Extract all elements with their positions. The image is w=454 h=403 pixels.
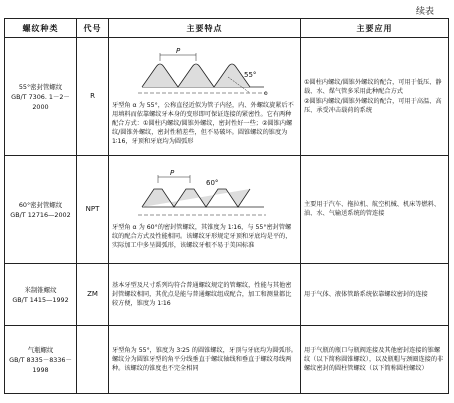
features-text: 牙型角 α 为 60°的密封管螺纹，其锥度为 1∶16，与 55°密封管螺纹的配合方式及性能相同。该螺纹牙形规定牙顶和牙底均是平的，实际加工中多呈圆弧形，该螺纹牙根不易于美国标准 bbox=[112, 224, 292, 249]
thread-code bbox=[77, 326, 109, 394]
thread-name-cell bbox=[5, 156, 77, 264]
table-row bbox=[5, 264, 449, 326]
thread-profile-diagram bbox=[112, 169, 297, 221]
table-row bbox=[5, 38, 449, 156]
thread-code: ZM bbox=[77, 264, 109, 326]
continued-label: 续表 bbox=[415, 7, 434, 17]
thread-name-line: 55°密封管螺纹 bbox=[18, 82, 63, 91]
thread-standard-line: GB/T 7306. 1－2－ bbox=[11, 92, 70, 101]
app-item: 用于气瓶的瓶口与瓶阀连接及其他密封连接的锥螺纹（以下简称圆锥螺纹），以及瓶帽与颈圈连接的非螺纹密封的圆柱管螺纹（以下简称圆柱螺纹） bbox=[304, 346, 444, 372]
table-row bbox=[5, 326, 449, 394]
features-cell bbox=[109, 156, 301, 264]
thread-name-line: 气瓶螺纹 bbox=[27, 345, 54, 354]
thread-name-line: 米制锥螺纹 bbox=[24, 285, 57, 294]
header-code: 代号 bbox=[77, 19, 109, 38]
thread-code: NPT bbox=[77, 156, 109, 264]
thread-profile-svg bbox=[132, 169, 272, 221]
thread-name-line: 60°密封管螺纹 bbox=[18, 200, 63, 209]
thread-standard-line: GB/T 12716—2002 bbox=[10, 210, 71, 219]
header-features: 主要特点 bbox=[109, 19, 301, 38]
features-cell bbox=[109, 38, 301, 156]
thread-standard-year: 1998 bbox=[32, 365, 49, 374]
thread-name-cell bbox=[5, 264, 77, 326]
thread-table bbox=[4, 18, 449, 394]
apps-cell bbox=[301, 326, 449, 394]
apps-cell bbox=[301, 156, 449, 264]
thread-name-cell bbox=[5, 326, 77, 394]
features-text: 牙型角 α 为 55°，公称直径近似为管子内径，内、外螺纹旋紧后不用填料而依靠螺纹牙本身的变形即可保证连接的紧密性。它有两种配合方式：①圆柱内螺纹/圆锥外螺纹，密封性好一些；②圆锥内螺纹/圆锥外螺纹，密封性稍差些，但不易破坏。圆锥螺纹的锥度为 1∶16，牙顶和牙底均为圆弧形 bbox=[112, 102, 294, 145]
table-row bbox=[5, 156, 449, 264]
table-header-row bbox=[5, 19, 449, 38]
apps-cell bbox=[301, 38, 449, 156]
features-text: 牙型角为 55°，锥度为 3∶25 的圆锥螺纹，牙顶与牙底均为圆弧形。螺纹分为圆锥牙型的角平分线垂直于螺纹轴线和垂直于螺纹母线两种。该螺纹的锥度也不完全相同 bbox=[112, 347, 297, 372]
angle-label: 55° bbox=[244, 71, 257, 79]
header-apps: 主要应用 bbox=[301, 19, 449, 38]
header-type: 螺纹种类 bbox=[5, 19, 77, 38]
pitch-label: P bbox=[170, 169, 175, 177]
thread-name-cell bbox=[5, 38, 77, 156]
angle-label: 60° bbox=[206, 179, 219, 187]
pitch-label: P bbox=[176, 47, 181, 55]
app-item: ②圆锥内螺纹/圆锥外螺纹的配合，可用于高温、高压、承受冲击载荷的系统 bbox=[304, 97, 442, 114]
app-item: 用于气体、液体管路系统依靠螺纹密封的连接 bbox=[304, 290, 428, 298]
thread-profile-diagram bbox=[112, 47, 297, 99]
app-item: 主要用于汽车、拖拉机、航空机械、机床等燃料、油、水、气输送系统的管连接 bbox=[304, 201, 441, 217]
thread-standard-line: GB/T 8335－8336－ bbox=[9, 355, 72, 364]
features-cell bbox=[109, 326, 301, 394]
features-text: 基本牙型及尺寸系列均符合普通螺纹规定的管螺纹，性能与其他密封管螺纹相同，其优点是能与普通螺纹组成配合，加工和测量都比较方便，锥度为 1∶16 bbox=[112, 282, 292, 307]
app-item: ①圆柱内螺纹/圆锥外螺纹的配合，可用于低压、静载、水、煤气管多采用此种配合方式 bbox=[304, 78, 442, 95]
axis-label: o bbox=[264, 90, 268, 97]
thread-code: R bbox=[77, 38, 109, 156]
features-cell bbox=[109, 264, 301, 326]
thread-standard-line: GB/T 1415—1992 bbox=[12, 295, 69, 304]
apps-cell bbox=[301, 264, 449, 326]
thread-standard-year: 2000 bbox=[32, 102, 49, 111]
